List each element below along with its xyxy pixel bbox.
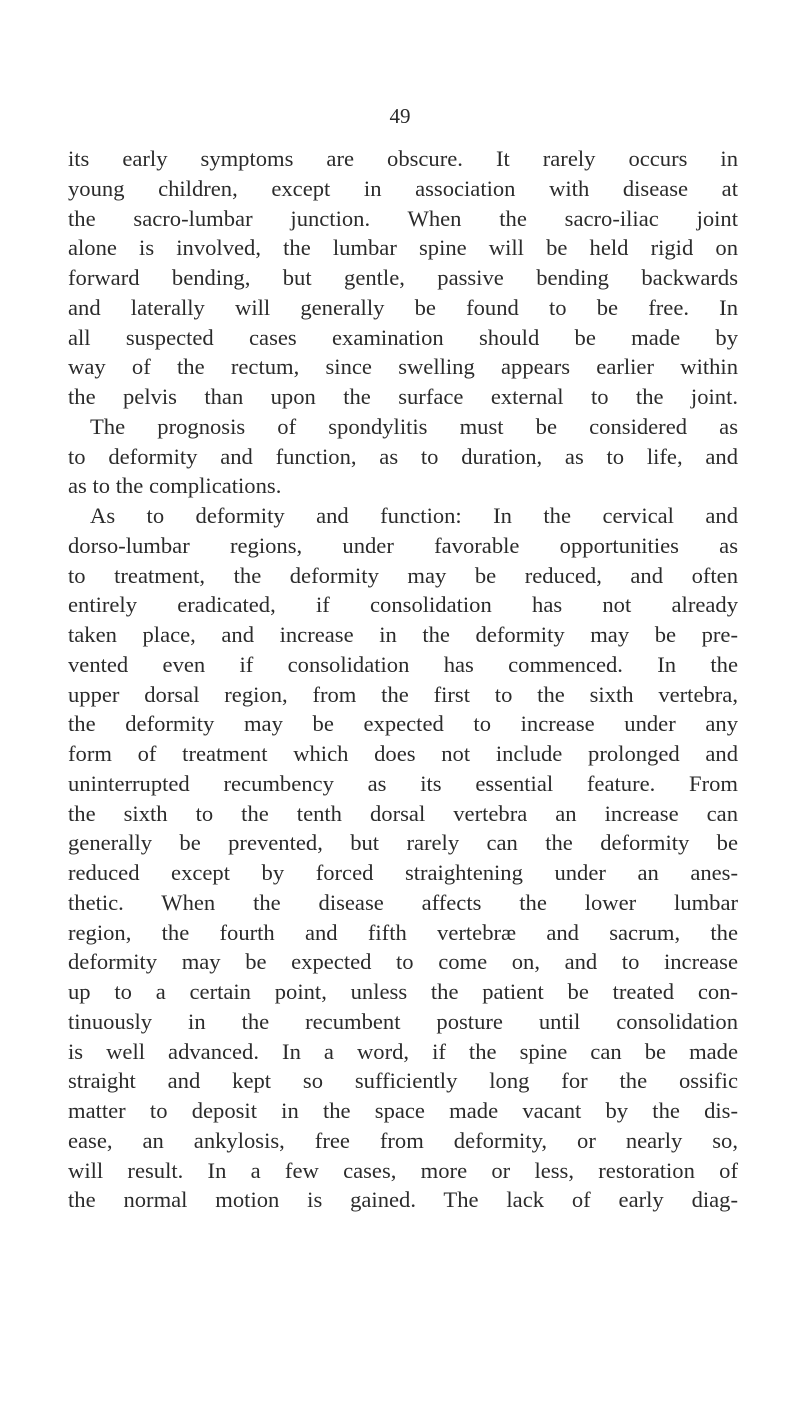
text-line: will result. In a few cases, more or less, restoration of (68, 1157, 738, 1183)
paragraph-start-line: As to deformity and function: In the cervical and (90, 503, 738, 528)
text-line: form of treatment which does not include prolonged and (68, 741, 738, 766)
body-text (68, 144, 738, 1215)
text-line: uninterrupted recumbency as its essential feature. From (68, 770, 738, 796)
text-line: vented even if consolidation has commenced. In the (68, 651, 738, 677)
text-line: and laterally will generally be found to be free. In (68, 294, 738, 320)
text-line: straight and kept so sufficiently long for the ossific (68, 1068, 738, 1094)
text-line: thetic. When the disease affects the lower lumbar (68, 889, 738, 915)
text-line: region, the fourth and fifth vertebræ and sacrum, the (68, 919, 738, 945)
text-line: its early symptoms are obscure. It rarely occurs in (68, 146, 738, 171)
text-line: is well advanced. In a word, if the spine can be made (68, 1038, 738, 1064)
paragraph-start-line: The prognosis of spondylitis must be considered as (90, 413, 738, 439)
text-line: the normal motion is gained. The lack of early diag- (68, 1187, 738, 1213)
text-line: dorso-lumbar regions, under favorable opportunities as (68, 532, 738, 558)
text-line: to deformity and function, as to duration, as to life, and (68, 443, 738, 469)
text-line: to treatment, the deformity may be reduced, and often (68, 562, 738, 588)
text-line: the sacro-lumbar junction. When the sacro-iliac joint (68, 205, 738, 231)
text-line: generally be prevented, but rarely can the deformity be (68, 830, 738, 856)
text-line: the deformity may be expected to increase under any (68, 711, 738, 737)
page-number: 49 (389, 104, 411, 128)
text-line: taken place, and increase in the deformity may be pre- (68, 622, 738, 647)
text-line: entirely eradicated, if consolidation has not already (68, 592, 738, 618)
text-line: young children, except in association with disease at (68, 175, 738, 201)
text-line: forward bending, but gentle, passive bending backwards (68, 265, 738, 290)
text-line: alone is involved, the lumbar spine will be held rigid on (68, 235, 738, 261)
text-line: the sixth to the tenth dorsal vertebra an increase can (68, 800, 738, 826)
text-line: way of the rectum, since swelling appears earlier within (68, 354, 738, 380)
text-line: all suspected cases examination should be made by (68, 324, 738, 350)
text-line: matter to deposit in the space made vacant by the dis- (68, 1098, 738, 1123)
text-line: the pelvis than upon the surface external to the joint. (68, 384, 738, 409)
paragraph-end-line: as to the complications. (68, 473, 282, 499)
text-line: deformity may be expected to come on, and to increase (68, 949, 738, 975)
text-line: ease, an ankylosis, free from deformity, or nearly so, (68, 1127, 738, 1153)
text-line: upper dorsal region, from the first to the sixth vertebra, (68, 681, 738, 707)
text-line: up to a certain point, unless the patient be treated con- (68, 979, 738, 1004)
text-line: reduced except by forced straightening under an anes- (68, 860, 738, 885)
text-line: tinuously in the recumbent posture until consolidation (68, 1008, 738, 1034)
